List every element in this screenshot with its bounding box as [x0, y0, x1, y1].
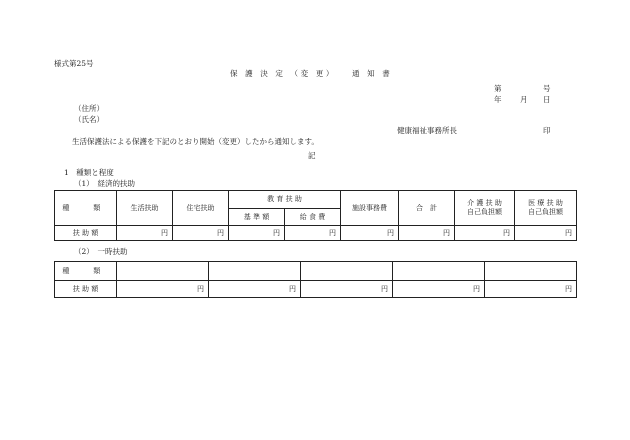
t2-yen-4: 円 — [393, 281, 485, 298]
yen-edu-base: 円 — [229, 226, 285, 241]
header-education: 教 育 扶 助 — [229, 191, 341, 209]
t2-yen-1: 円 — [117, 281, 209, 298]
title-notice: 通 知 書 — [352, 69, 393, 78]
yen-medical: 円 — [515, 226, 577, 241]
t2-type-cell-2 — [209, 262, 301, 281]
form-number: 様式第25号 — [54, 59, 94, 68]
seal-label: 印 — [543, 126, 551, 135]
date-year: 年 — [494, 95, 502, 104]
header-medical-line2: 自己負担額 — [528, 208, 563, 216]
t2-type-cell-3 — [301, 262, 393, 281]
header-total: 合 計 — [399, 191, 455, 226]
yen-edu-meal: 円 — [285, 226, 341, 241]
address-label: （住所） — [74, 104, 104, 113]
section1-title: 1 種類と程度 — [64, 168, 114, 177]
header-edu-base: 基 準 額 — [229, 209, 285, 226]
header-housing: 住宅扶助 — [173, 191, 229, 226]
t2-type-cell-1 — [117, 262, 209, 281]
yen-total: 円 — [399, 226, 455, 241]
body-text: 生活保護法による保護を下記のとおり開始（変更）したから通知します。 — [72, 137, 319, 146]
header-edu-meal: 給 食 費 — [285, 209, 341, 226]
name-label: （氏名） — [74, 115, 104, 124]
section1-sub1: （1） 経済的扶助 — [74, 179, 136, 188]
header-medical — [515, 191, 577, 226]
t2-row-amount-label: 扶 助 額 — [55, 281, 117, 298]
t2-yen-5: 円 — [485, 281, 577, 298]
row-amount-label: 扶 助 額 — [55, 226, 117, 241]
yen-care: 円 — [455, 226, 515, 241]
date-month: 月 — [520, 95, 528, 104]
number-dai: 第 — [494, 84, 502, 93]
office-label: 健康福祉事務所長 — [397, 126, 457, 135]
t2-yen-3: 円 — [301, 281, 393, 298]
header-type: 種 類 — [55, 191, 117, 226]
header-care — [455, 191, 515, 226]
header-care-line1: 介 護 扶 助 — [467, 199, 502, 208]
header-care-line2: 自己負担額 — [467, 208, 502, 216]
number-go: 号 — [543, 84, 551, 93]
t2-type-cell-5 — [485, 262, 577, 281]
t2-type-cell-4 — [393, 262, 485, 281]
economic-assistance-table — [54, 190, 577, 241]
section1-sub2: （2） 一時扶助 — [74, 247, 128, 256]
date-day: 日 — [543, 95, 551, 104]
t2-yen-2: 円 — [209, 281, 301, 298]
header-living: 生活扶助 — [117, 191, 173, 226]
yen-living: 円 — [117, 226, 173, 241]
ki-label: 記 — [308, 151, 316, 160]
title-main: 保 護 決 定 （変 更） — [230, 69, 337, 78]
header-facility: 施設事務費 — [341, 191, 399, 226]
yen-housing: 円 — [173, 226, 229, 241]
yen-facility: 円 — [341, 226, 399, 241]
temporary-assistance-table — [54, 261, 577, 298]
t2-row-type-label: 種 類 — [55, 262, 117, 281]
header-medical-line1: 医 療 扶 助 — [528, 199, 563, 208]
